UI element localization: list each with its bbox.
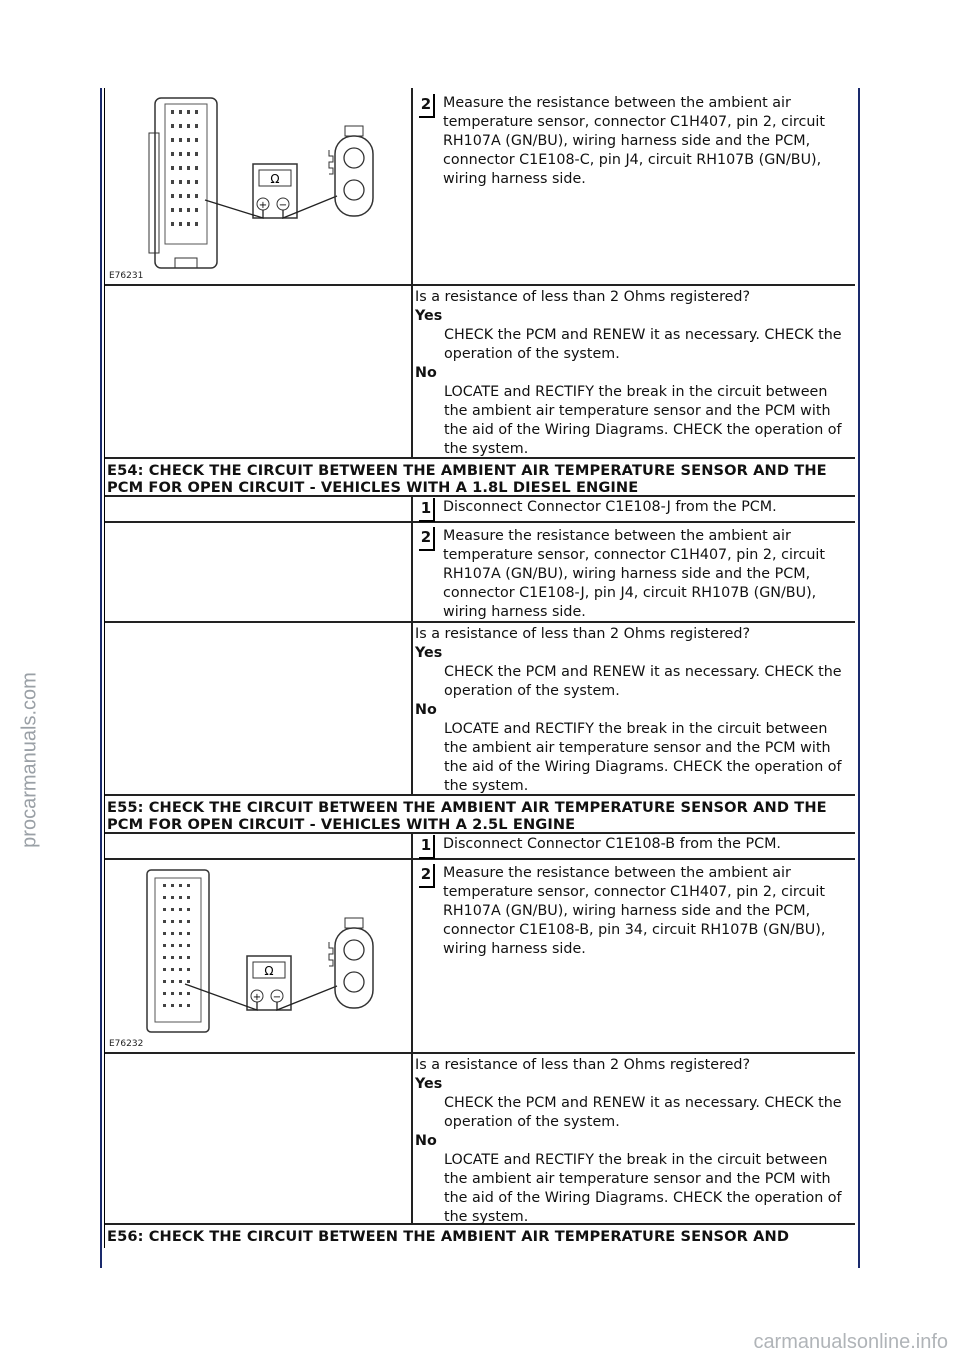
yes-label: Yes (415, 645, 443, 661)
step-number: 1 (419, 835, 435, 859)
step-text: Measure the resistance between the ambient air temperature sensor, connector C1H407, pin 2, circuit RH107A (GN/BU), wiring harness side and the PCM, connector C1E108-J, pin J4, circuit RH107B (GN/BU), wiring harness side. (443, 528, 825, 620)
no-label: No (415, 702, 437, 718)
result-cell (413, 1054, 855, 1223)
side-watermark: procarmanuals.com (18, 672, 41, 848)
step-2 (413, 523, 855, 624)
step-number: 2 (419, 527, 435, 551)
step-2 (413, 860, 855, 961)
result-row-1 (105, 286, 855, 459)
step-text: Measure the resistance between the ambient air temperature sensor, connector C1H407, pin 2, circuit RH107A (GN/BU), wiring harness side and the PCM, connector C1E108-C, pin J4, circuit RH107B (GN/BU), wiring harness side. (443, 95, 825, 187)
yes-text: CHECK the PCM and RENEW it as necessary. CHECK the operation of the system. (444, 327, 842, 362)
svg-text:−: − (272, 992, 282, 1003)
result-row-e54 (105, 623, 855, 796)
connector-diagram-2 (105, 860, 411, 1052)
svg-text:+: + (252, 992, 262, 1003)
step-1 (413, 497, 855, 524)
figure-e76232 (105, 860, 413, 1052)
figure-label: E76232 (109, 1039, 144, 1049)
procedure-table (104, 88, 855, 1248)
question: Is a resistance of less than 2 Ohms registered? (415, 289, 751, 305)
step-text: Measure the resistance between the ambient air temperature sensor, connector C1H407, pin 2, circuit RH107A (GN/BU), wiring harness side and the PCM, connector C1E108-B, pin 34, circuit RH107B (GN/BU), wiring harness side. (443, 865, 826, 957)
step-1 (413, 834, 855, 861)
question: Is a resistance of less than 2 Ohms registered? (415, 1057, 751, 1073)
yes-label: Yes (415, 308, 443, 324)
section-heading-e54: E54: CHECK THE CIRCUIT BETWEEN THE AMBIENT AIR TEMPERATURE SENSOR AND THE PCM FOR OPEN CIRCUIT - VEHICLES WITH A 1.8L DIESEL ENGINE (105, 459, 855, 497)
right-margin-line (858, 88, 860, 1268)
no-text: LOCATE and RECTIFY the break in the circuit between the ambient air temperature sensor and the PCM with the aid of the Wiring Diagrams. CHECK the operation of the system. (444, 721, 842, 794)
step-text: Disconnect Connector C1E108-J from the PCM. (443, 499, 777, 515)
step-row-e54-1 (105, 497, 855, 523)
yes-text: CHECK the PCM and RENEW it as necessary. CHECK the operation of the system. (444, 664, 842, 699)
svg-text:+: + (258, 200, 268, 211)
question: Is a resistance of less than 2 Ohms registered? (415, 626, 751, 642)
yes-text: CHECK the PCM and RENEW it as necessary. CHECK the operation of the system. (444, 1095, 842, 1130)
figure-label: E76231 (109, 271, 144, 281)
step-cell (413, 88, 855, 284)
figure-e76231 (105, 88, 413, 284)
result-cell (413, 286, 855, 457)
section-heading-e56: E56: CHECK THE CIRCUIT BETWEEN THE AMBIENT AIR TEMPERATURE SENSOR AND (107, 1228, 790, 1245)
step-row-e54-2 (105, 523, 855, 623)
step-number: 2 (419, 94, 435, 118)
step-2 (413, 88, 855, 191)
step-number: 1 (419, 498, 435, 522)
step-row-figure-1 (105, 88, 855, 286)
multimeter-symbol: Ω (270, 172, 280, 186)
section-heading-e55: E55: CHECK THE CIRCUIT BETWEEN THE AMBIENT AIR TEMPERATURE SENSOR AND THE PCM FOR OPEN CIRCUIT - VEHICLES WITH A 2.5L ENGINE (105, 796, 855, 834)
step-row-e55-1 (105, 834, 855, 860)
connector-diagram-1 (105, 88, 411, 284)
no-label: No (415, 365, 437, 381)
multimeter-symbol: Ω (264, 964, 274, 978)
step-text: Disconnect Connector C1E108-B from the PCM. (443, 836, 781, 852)
step-row-figure-2 (105, 860, 855, 1054)
no-text: LOCATE and RECTIFY the break in the circuit between the ambient air temperature sensor and the PCM with the aid of the Wiring Diagrams. CHECK the operation of the system. (444, 384, 842, 457)
no-label: No (415, 1133, 437, 1149)
left-margin-line (100, 88, 102, 1268)
step-number: 2 (419, 864, 435, 888)
result-cell (413, 623, 855, 794)
svg-text:−: − (278, 200, 288, 211)
no-text: LOCATE and RECTIFY the break in the circuit between the ambient air temperature sensor and the PCM with the aid of the Wiring Diagrams. CHECK the operation of the system. (444, 1152, 842, 1225)
yes-label: Yes (415, 1076, 443, 1092)
bottom-watermark: carmanualsonline.info (753, 1331, 948, 1353)
result-row-e55 (105, 1054, 855, 1225)
